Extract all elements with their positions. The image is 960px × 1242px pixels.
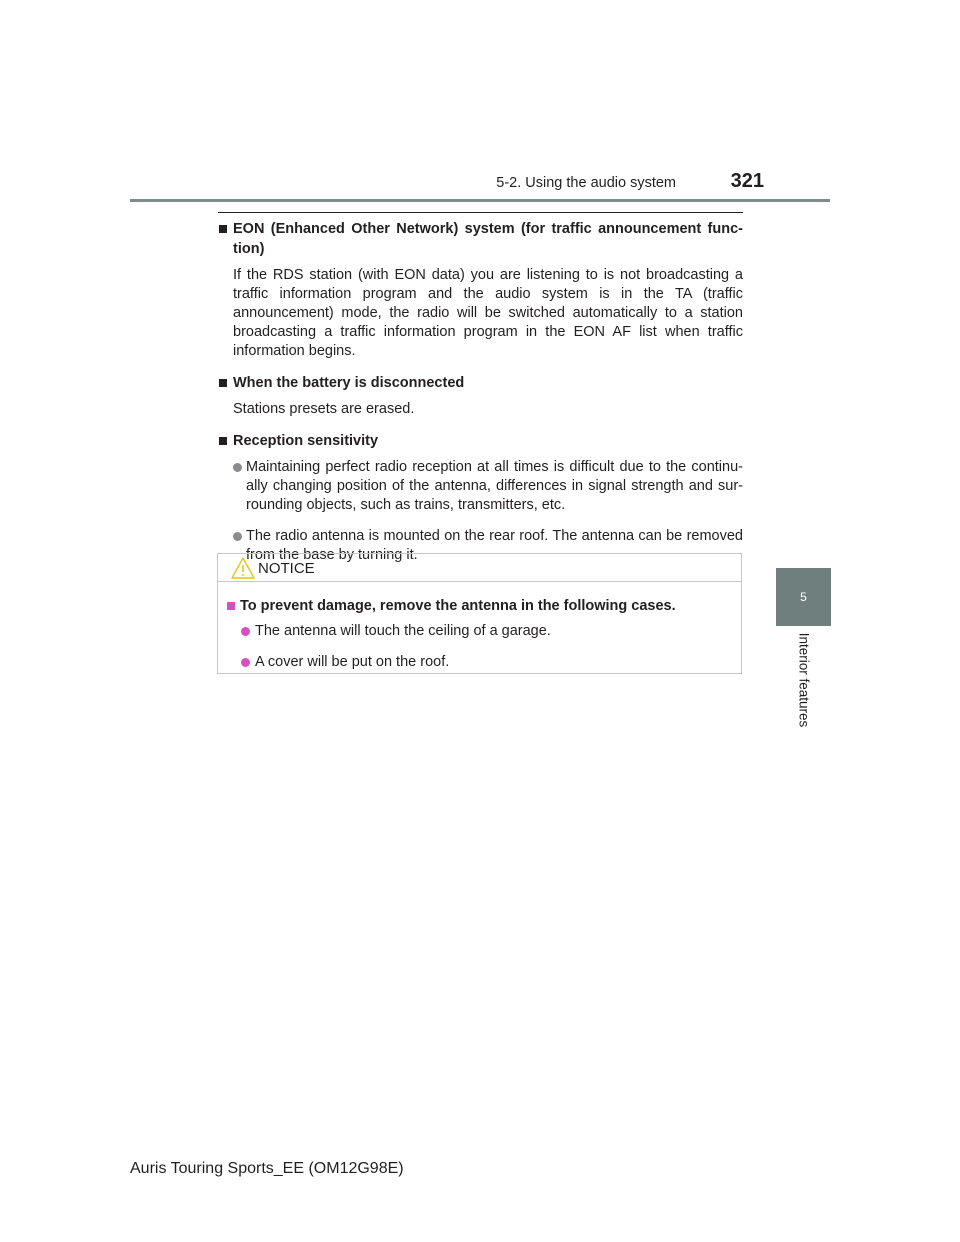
battery-heading-text: When the battery is disconnected: [233, 375, 465, 391]
square-bullet-icon: [219, 379, 227, 387]
footer-text: Auris Touring Sports_EE (OM12G98E): [130, 1160, 404, 1177]
notice-body: [218, 582, 741, 672]
round-bullet-icon: [241, 658, 250, 667]
list-item: [218, 458, 743, 515]
eon-heading: [218, 219, 743, 259]
chapter-label: Interior features: [796, 632, 812, 728]
eon-paragraph: If the RDS station (with EON data) you are listening to is not broadcasting a traffic information program and the audio system is in the TA (traffic announcement) mode, the radio will be switched automatically to a station broadcasting a traffic information program in the EON AF list when traffic information begins.: [233, 267, 743, 359]
eon-heading-text: EON (Enhanced Other Network) system (for traffic announcement func-tion): [233, 221, 743, 257]
notice-heading: [224, 596, 741, 616]
page-header: [130, 170, 830, 202]
square-bullet-icon: [219, 225, 227, 233]
list-item: [224, 622, 741, 641]
notice-header: [218, 554, 741, 582]
notice-title: NOTICE: [258, 560, 315, 577]
battery-heading: [218, 373, 743, 393]
list-item: [224, 653, 741, 672]
list-item-text: Maintaining perfect radio reception at all times is difficult due to the continu-ally changing position of the antenna, differences in signal strength and sur-rounding objects, such as trains, transmitters, etc.: [246, 459, 743, 513]
header-divider: [130, 199, 830, 202]
list-item-text: The antenna will touch the ceiling of a garage.: [255, 623, 551, 639]
reception-heading: [218, 431, 743, 451]
section-title: 5-2. Using the audio system: [496, 175, 676, 191]
list-item-text: A cover will be put on the roof.: [255, 654, 450, 670]
notice-heading-text: To prevent damage, remove the antenna in the following cases.: [240, 598, 676, 614]
chapter-tab: [776, 568, 831, 626]
notice-box: [217, 553, 742, 674]
list-item-text: The radio antenna is mounted on the rear roof. The antenna can be removed from the base by turning it.: [246, 528, 743, 563]
chapter-number: 5: [800, 590, 807, 604]
battery-paragraph: Stations presets are erased.: [233, 401, 415, 417]
main-content: [218, 212, 743, 565]
square-bullet-icon: [219, 437, 227, 445]
reception-heading-text: Reception sensitivity: [233, 433, 379, 449]
content-divider: [218, 212, 743, 213]
round-bullet-icon: [233, 532, 242, 541]
warning-triangle-icon: [231, 557, 255, 579]
square-bullet-icon: [227, 602, 235, 610]
page-number: 321: [730, 170, 764, 192]
round-bullet-icon: [233, 463, 242, 472]
round-bullet-icon: [241, 627, 250, 636]
